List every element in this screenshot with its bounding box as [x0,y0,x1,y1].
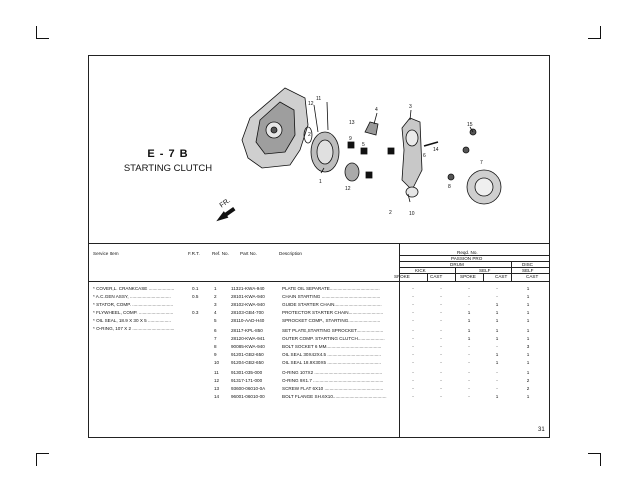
part-qty: 2 [526,386,530,391]
part-description: O-RING 9X1.7 ....................................................... [282,378,384,383]
part-qty: - [468,370,470,375]
part-number: 91201-GB2-650 [231,352,264,357]
part-qty: - [496,344,498,349]
part-box-5 [348,142,354,148]
part-qty: - [412,318,414,323]
header-cast-2: CAST [495,274,508,279]
part-qty: 1 [467,336,471,341]
part-qty: - [440,302,442,307]
part-qty: 1 [526,310,530,315]
part-description: PROTECTOR STARTER CHAIN........................... [282,310,384,315]
part-qty: 1 [495,352,499,357]
header-ref-no: Ref. No. [212,251,229,256]
part-qty: 1 [526,352,530,357]
part-qty: - [468,302,470,307]
service-item-3: * STATOR, COMP. ................................ [93,302,174,307]
callout-2b: 2 [389,210,392,216]
part-qty: - [468,344,470,349]
part-ref-no: 13 [214,386,220,391]
part-qty: - [440,294,442,299]
part-ref-no: 14 [214,394,220,399]
part-qty: 1 [526,302,530,307]
callout-10: 10 [409,211,415,217]
header-cast-1: CAST [430,274,443,279]
part-qty: 1 [495,318,499,323]
callout-9: 9 [349,136,352,142]
part-ref-no: 1 [214,286,217,291]
callout-7: 7 [480,160,483,166]
service-item-4: * FLYWHEEL, COMP. ........................... [93,310,174,315]
part-qty: - [440,360,442,365]
part-qty: - [440,344,442,349]
callout-6: 6 [423,153,426,159]
part-qty: - [468,352,470,357]
crop-mark-bottom-right [588,453,601,466]
callout-8: 8 [448,184,451,190]
part-qty: - [412,310,414,315]
part-ref-no: 8 [214,344,217,349]
callout-2: 2 [308,132,311,138]
part-description: GUIDE STARTER CHAIN..................................... [282,302,382,307]
crop-mark-top-left [36,26,49,39]
part-number: 93600-06010-0A [231,386,266,391]
part-qty: - [412,302,414,307]
part-description: O-RING 107X2 ..................................................... [282,370,383,375]
part-qty: 1 [467,318,471,323]
service-frt-2: 0.5 [192,294,199,299]
part-description: OIL SEAL 18.9X30X5 .......................................... [282,360,381,365]
part-number: 28103-GB4-700 [231,310,264,315]
service-item-1: * COVER,L. CRANKCASE .................... [93,286,175,291]
part-qty: 3 [526,344,530,349]
part-qty: - [412,294,414,299]
part-qty: - [440,318,442,323]
part-qty: - [468,386,470,391]
part-qty: - [412,378,414,383]
part-qty: 1 [467,328,471,333]
chain-guide-drawing [365,122,378,135]
part-qty: - [412,336,414,341]
part-ref-no: 3 [214,302,217,307]
part-qty: - [412,370,414,375]
part-qty: - [496,370,498,375]
service-item-6: * O-RING, 107 X 2 ................................. [93,326,175,331]
oil-seal-drawing [406,187,418,197]
part-qty: - [412,394,414,399]
part-qty: - [412,344,414,349]
part-number: 96001-06010-00 [231,394,265,399]
part-number: 28102-KWA-940 [231,302,265,307]
part-description: CHAIN STARTING .............................................. [282,294,381,299]
callout-5: 5 [362,142,365,148]
part-qty: 1 [495,336,499,341]
part-qty: - [468,394,470,399]
header-drum: DRUM [450,262,464,267]
callout-11: 11 [316,96,322,102]
part-qty: 1 [526,370,530,375]
part-number: 91301-035-000 [231,370,263,375]
crop-mark-top-right [588,26,601,39]
part-qty: - [412,386,414,391]
part-number: 28117-KPL-850 [231,328,263,333]
callout-13: 13 [349,120,355,126]
part-qty: - [440,394,442,399]
part-qty: - [496,386,498,391]
part-qty: - [412,328,414,333]
part-qty: - [468,378,470,383]
part-ref-no: 10 [214,360,220,365]
part-number: 90085-KWA-940 [231,344,265,349]
section-name: STARTING CLUTCH [123,163,213,174]
part-qty: - [440,310,442,315]
callout-4: 4 [375,107,378,113]
part-qty: - [440,370,442,375]
service-item-2: * A.C.GEN ASSY, ................................ [93,294,171,299]
part-description: SPROCKET COMP., STARTING......................... [282,318,381,323]
part-qty: 1 [495,328,499,333]
part-description: BOLT FLANGE SH.6X10.......................................... [282,394,387,399]
part-qty: 1 [467,310,471,315]
header-model: PASSION PRO [451,256,483,261]
header-spoke-1: SPOKE [394,274,410,279]
part-number: 11321-KWA-940 [231,286,265,291]
qty-column-divider [399,282,400,438]
part-qty: 1 [526,394,530,399]
part-qty: - [412,286,414,291]
part-qty: 1 [526,294,530,299]
part-qty: - [468,360,470,365]
service-item-5: * OIL SEAL, 18.9 X 30 X 5 .................. [93,318,171,323]
part-ref-no: 2 [214,294,217,299]
part-qty: 1 [495,360,499,365]
service-frt-4: 0.3 [192,310,199,315]
header-kick: KICK [415,268,426,273]
part-description: SET PLATE,STARTING SPROCKET..................... [282,328,384,333]
part-box-9 [361,148,367,154]
part-ref-no: 12 [214,378,220,383]
callout-15: 15 [467,122,473,128]
part-qty: - [496,294,498,299]
header-self-drum: SELF [479,268,491,273]
part-qty: - [440,378,442,383]
part-qty: - [412,360,414,365]
header-self-disc: SELF [522,268,534,273]
part-ref-no: 11 [214,370,219,375]
part-number: 28120-KWA-941 [231,336,265,341]
part-qty: - [440,286,442,291]
part-qty: - [468,294,470,299]
part-ref-no: 4 [214,310,217,315]
part-number: 91204-GB2-650 [231,360,264,365]
part-qty: - [412,352,414,357]
bolt-drawing [424,142,438,146]
part-description: OIL SEAL 30X42X4.5 .......................................... [282,352,381,357]
part-qty: 2 [526,378,530,383]
part-qty: 1 [495,310,499,315]
callout-1: 1 [319,179,322,185]
part-ref-no: 6 [214,328,217,333]
part-description: OUTER COMP. STARTING CLUTCH..................... [282,336,385,341]
fr-label: FR. [218,197,232,210]
exploded-parts-diagram [190,80,520,245]
part-description: BOLT SOCKET 6 MM........................................... [282,344,382,349]
part-qty: - [440,328,442,333]
header-spoke-2: SPOKE [460,274,476,279]
part-description: SCREW FLAT 6X10 .............................................. [282,386,384,391]
part-qty: 1 [495,394,499,399]
section-code: E - 7 B [147,148,189,160]
crop-mark-bottom-left [36,453,49,466]
part-qty: 1 [526,336,530,341]
part-qty: - [440,352,442,357]
part-description: PLATE OIL SEPARATE....................................... [282,286,380,291]
front-arrow [209,197,238,224]
header-disc: DISC [522,262,533,267]
part-ref-no: 5 [214,318,217,323]
header-cast-3: CAST [526,274,539,279]
part-box-2 [388,148,394,154]
part-qty: - [496,286,498,291]
part-qty: - [496,378,498,383]
part-qty: 1 [526,318,530,323]
part-ref-no: 9 [214,352,217,357]
header-part-no: Part No. [240,251,257,256]
table-header [88,243,550,282]
callout-3: 3 [409,104,412,110]
part-qty: 1 [526,286,530,291]
part-qty: 1 [526,328,530,333]
part-box-13 [366,172,372,178]
part-qty: - [440,336,442,341]
callout-14: 14 [433,147,439,153]
part-qty: - [468,286,470,291]
part-number: 28110-AAD-H40 [231,318,265,323]
part-number: 28101-KWA-940 [231,294,265,299]
service-frt-1: 0.1 [192,286,199,291]
sprocket-drawing [345,163,359,181]
part-qty: 1 [526,360,530,365]
header-frt: F.R.T. [188,251,200,256]
callout-12b: 12 [345,186,351,192]
part-qty: - [440,386,442,391]
header-reqd-no: Reqd. No. [457,250,478,255]
callout-12: 12 [308,101,314,107]
part-number: 91317-171-000 [231,378,263,383]
header-service-item: Service Item [93,251,119,256]
part-qty: 1 [495,302,499,307]
part-ref-no: 7 [214,336,217,341]
page-number: 31 [538,427,545,433]
header-description: Description [279,251,302,256]
